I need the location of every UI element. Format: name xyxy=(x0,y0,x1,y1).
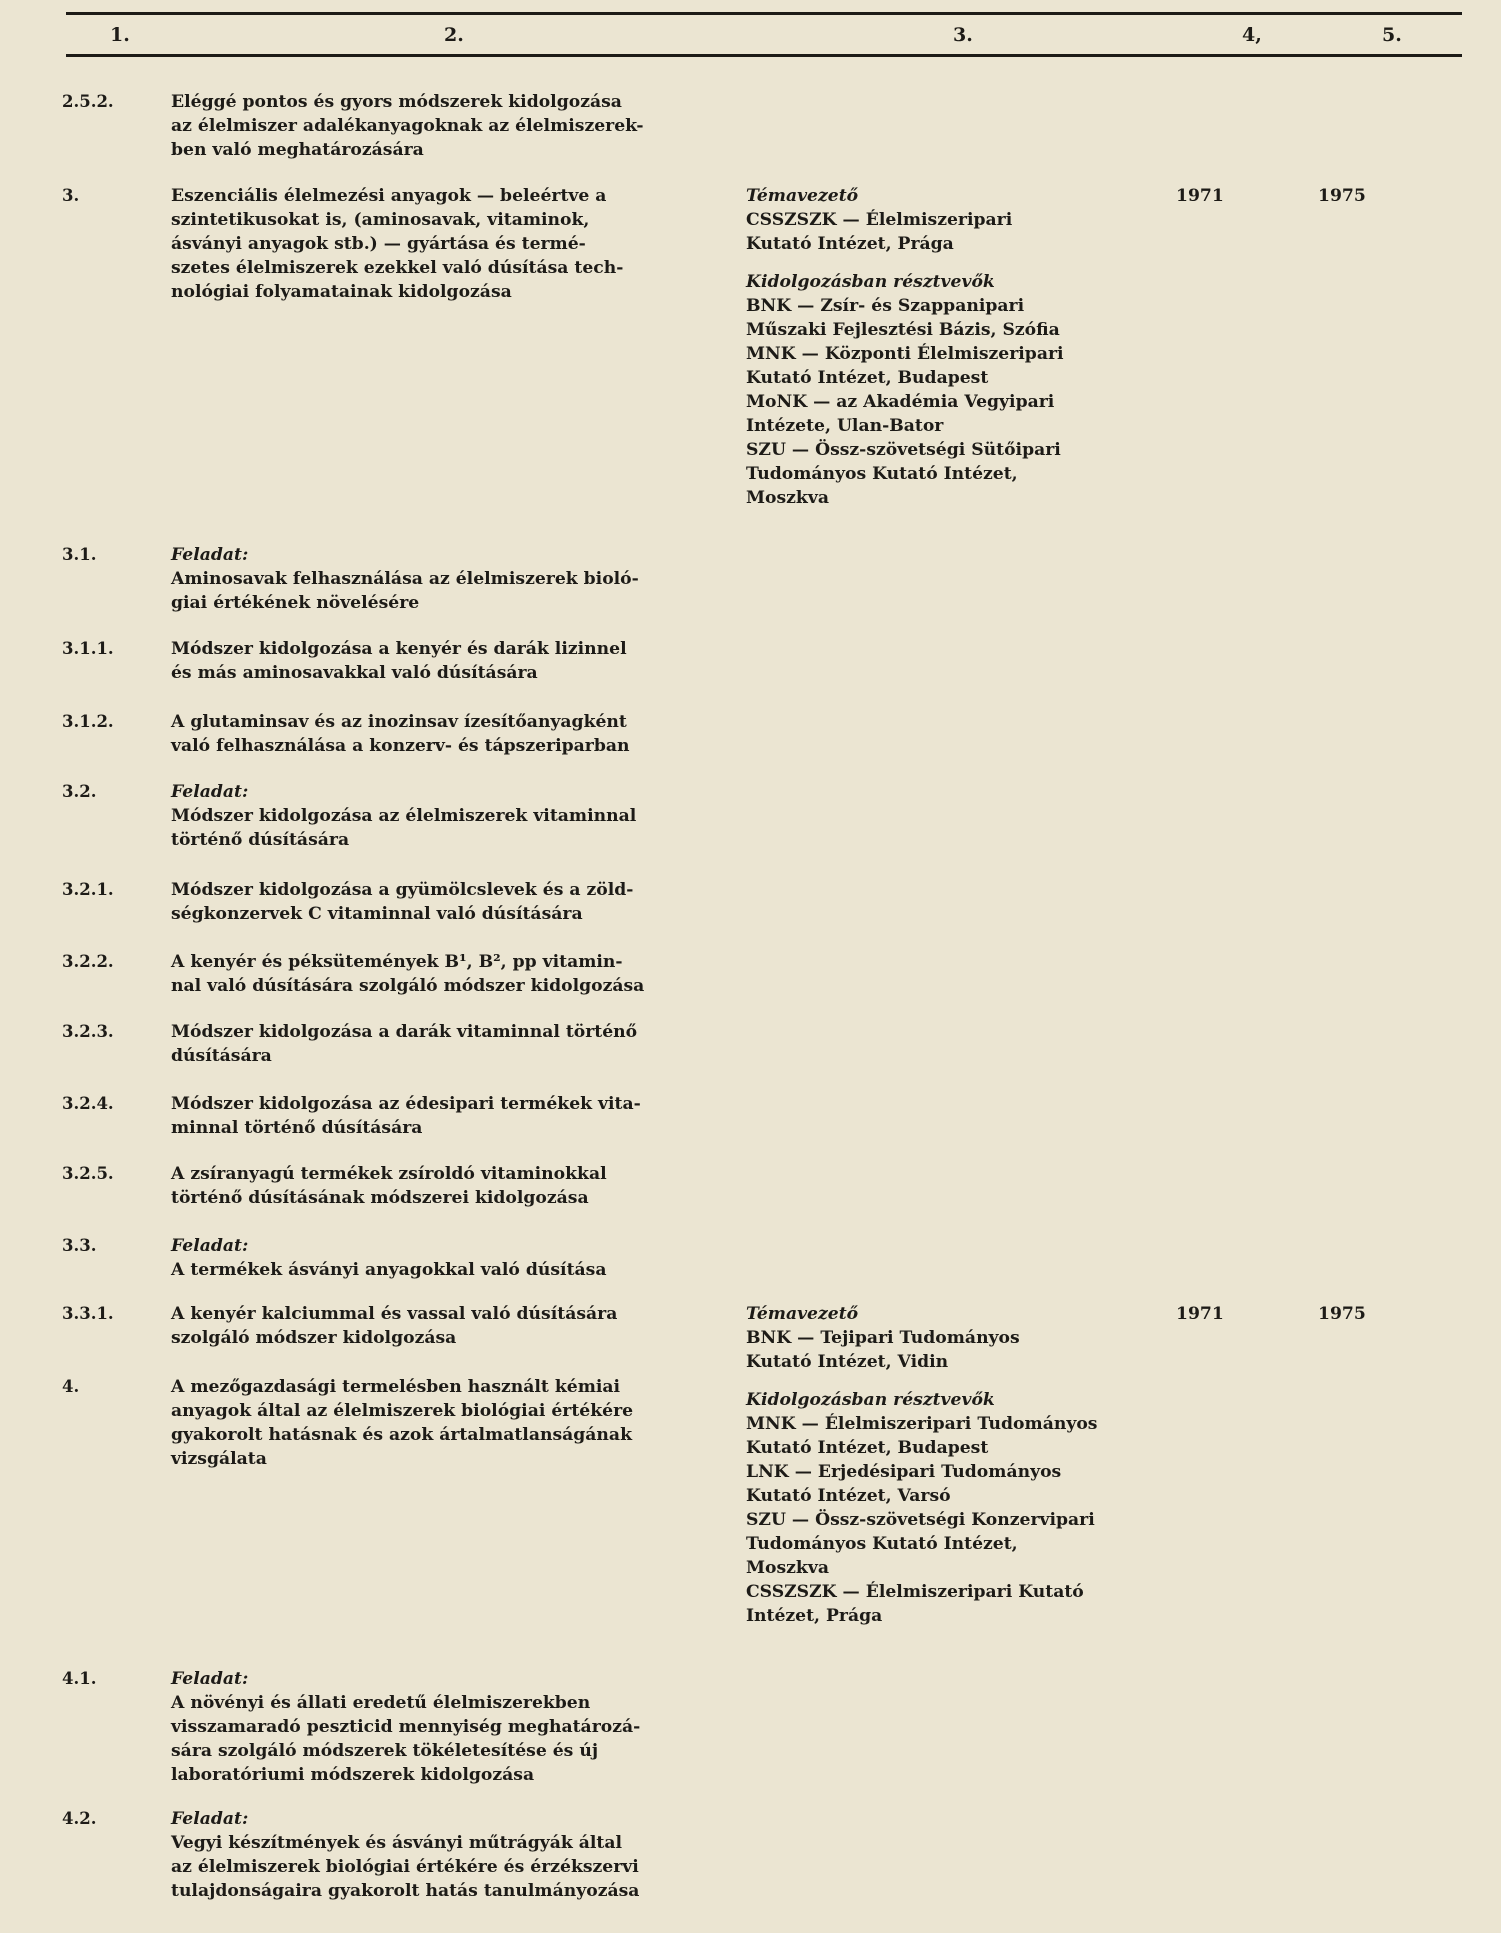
spacer xyxy=(746,1374,1166,1388)
description-line: való felhasználása a konzerv- és tápszeriparban xyxy=(171,736,630,756)
item-number: 3.1.2. xyxy=(62,712,114,731)
participant-line: Moszkva xyxy=(746,488,829,508)
participant-line: Tudományos Kutató Intézet, xyxy=(746,464,1018,484)
item-number: 3.1. xyxy=(62,545,97,564)
item-number: 3.2.4. xyxy=(62,1094,114,1113)
description-line: vizsgálata xyxy=(171,1449,267,1469)
participant-line: SZU — Össz-szövetségi Konzervipari xyxy=(746,1510,1095,1530)
participant-line: SZU — Össz-szövetségi Sütőipari xyxy=(746,440,1061,460)
item-description xyxy=(171,1020,716,1068)
description-line: és más aminosavakkal való dúsítására xyxy=(171,663,538,683)
participant-line: BNK — Zsír- és Szappanipari xyxy=(746,296,1025,316)
description-line: minnal történő dúsítására xyxy=(171,1118,423,1138)
column-header-3: 3. xyxy=(953,24,973,46)
description-line: ségkonzervek C vitaminnal való dúsítására xyxy=(171,904,583,924)
item-description xyxy=(171,90,716,162)
item-number: 4. xyxy=(62,1377,80,1396)
description-line: gyakorolt hatásnak és azok ártalmatlanságának xyxy=(171,1425,632,1445)
description-line: Aminosavak felhasználása az élelmiszerek bioló- xyxy=(171,569,639,589)
description-line: visszamaradó peszticid mennyiség meghatározá- xyxy=(171,1717,641,1737)
start-year: 1971 xyxy=(1176,186,1224,206)
participant-line: MoNK — az Akadémia Vegyipari xyxy=(746,392,1055,412)
item-description xyxy=(171,1234,716,1282)
item-description xyxy=(171,1092,716,1140)
item-description xyxy=(171,1162,716,1210)
description-line: Módszer kidolgozása a darák vitaminnal történő xyxy=(171,1022,638,1042)
leader-line: BNK — Tejipari Tudományos xyxy=(746,1328,1020,1348)
item-number: 3.2. xyxy=(62,782,97,801)
description-line: laboratóriumi módszerek kidolgozása xyxy=(171,1765,535,1785)
description-line: ben való meghatározására xyxy=(171,140,424,160)
participant-line: Kutató Intézet, Budapest xyxy=(746,368,989,388)
item-number: 4.1. xyxy=(62,1669,97,1688)
table-header-rule xyxy=(66,54,1462,57)
description-line: Eléggé pontos és gyors módszerek kidolgozása xyxy=(171,92,622,112)
participant-line: Intézete, Ulan-Bator xyxy=(746,416,944,436)
column-header-1: 1. xyxy=(110,24,130,46)
description-line: az élelmiszerek biológiai értékére és érzékszervi xyxy=(171,1857,639,1877)
item-number: 3.3. xyxy=(62,1236,97,1255)
description-line: történő dúsítására xyxy=(171,830,350,850)
task-label: Feladat: xyxy=(171,1236,249,1256)
description-line: A glutaminsav és az inozinsav ízesítőanyagként xyxy=(171,712,627,732)
item-number: 3.2.3. xyxy=(62,1022,114,1041)
column-header-2: 2. xyxy=(444,24,464,46)
participant-line: Tudományos Kutató Intézet, xyxy=(746,1534,1018,1554)
description-line: A kenyér kalciummal és vassal való dúsítására xyxy=(171,1304,618,1324)
column-header-5: 5. xyxy=(1382,24,1402,46)
description-line: szolgáló módszer kidolgozása xyxy=(171,1328,457,1348)
description-line: nológiai folyamatainak kidolgozása xyxy=(171,282,512,302)
item-description xyxy=(171,1375,716,1471)
description-line: Módszer kidolgozása a gyümölcslevek és a zöld- xyxy=(171,880,634,900)
task-label: Feladat: xyxy=(171,782,249,802)
participants-label: Kidolgozásban résztvevők xyxy=(746,272,995,292)
participant-line: MNK — Élelmiszeripari Tudományos xyxy=(746,1414,1098,1434)
table-top-rule xyxy=(66,12,1462,15)
description-line: A mezőgazdasági termelésben használt kémiai xyxy=(171,1377,621,1397)
description-line: sára szolgáló módszerek tökéletesítése és új xyxy=(171,1741,599,1761)
description-line: A termékek ásványi anyagokkal való dúsítása xyxy=(171,1260,607,1280)
item-description xyxy=(171,878,716,926)
description-line: nal való dúsítására szolgáló módszer kidolgozása xyxy=(171,976,645,996)
description-line: Módszer kidolgozása az élelmiszerek vitaminnal xyxy=(171,806,637,826)
item-number: 3.2.1. xyxy=(62,880,114,899)
description-line: giai értékének növelésére xyxy=(171,593,420,613)
item-description xyxy=(171,710,716,758)
task-label: Feladat: xyxy=(171,1669,249,1689)
responsible-institutions xyxy=(746,1302,1166,1628)
leader-label: Témavezető xyxy=(746,186,859,206)
item-number: 4.2. xyxy=(62,1809,97,1828)
column-header-4: 4, xyxy=(1242,24,1262,46)
item-description xyxy=(171,1807,716,1903)
participant-line: LNK — Erjedésipari Tudományos xyxy=(746,1462,1062,1482)
spacer xyxy=(746,256,1166,270)
item-description xyxy=(171,184,716,304)
item-number: 3.3.1. xyxy=(62,1304,114,1323)
start-year: 1971 xyxy=(1176,1304,1224,1324)
item-number: 3.2.2. xyxy=(62,952,114,971)
leader-line: CSSZSZK — Élelmiszeripari xyxy=(746,210,1013,230)
item-description xyxy=(171,780,716,852)
description-line: Eszenciális élelmezési anyagok — beleértve a xyxy=(171,186,607,206)
description-line: Módszer kidolgozása a kenyér és darák lizinnel xyxy=(171,639,627,659)
item-number: 3.2.5. xyxy=(62,1164,114,1183)
participants-label: Kidolgozásban résztvevők xyxy=(746,1390,995,1410)
participant-line: Műszaki Fejlesztési Bázis, Szófia xyxy=(746,320,1060,340)
item-description xyxy=(171,543,716,615)
description-line: dúsítására xyxy=(171,1046,272,1066)
item-number: 3.1.1. xyxy=(62,639,114,658)
item-number: 2.5.2. xyxy=(62,92,114,111)
description-line: történő dúsításának módszerei kidolgozása xyxy=(171,1188,589,1208)
description-line: A zsíranyagú termékek zsíroldó vitaminokkal xyxy=(171,1164,607,1184)
participant-line: CSSZSZK — Élelmiszeripari Kutató xyxy=(746,1582,1084,1602)
participant-line: Moszkva xyxy=(746,1558,829,1578)
task-label: Feladat: xyxy=(171,1809,249,1829)
responsible-institutions xyxy=(746,184,1166,510)
leader-line: Kutató Intézet, Prága xyxy=(746,234,954,254)
description-line: szintetikusokat is, (aminosavak, vitaminok, xyxy=(171,210,590,230)
description-line: ásványi anyagok stb.) — gyártása és termé- xyxy=(171,234,586,254)
description-line: Vegyi készítmények és ásványi műtrágyák által xyxy=(171,1833,623,1853)
participant-line: Kutató Intézet, Budapest xyxy=(746,1438,989,1458)
description-line: Módszer kidolgozása az édesipari termékek vita- xyxy=(171,1094,641,1114)
item-description xyxy=(171,950,716,998)
end-year: 1975 xyxy=(1318,186,1366,206)
item-description xyxy=(171,1667,716,1787)
description-line: A kenyér és péksütemények B¹, B², pp vitamin- xyxy=(171,952,623,972)
participant-line: Kutató Intézet, Varsó xyxy=(746,1486,951,1506)
task-label: Feladat: xyxy=(171,545,249,565)
end-year: 1975 xyxy=(1318,1304,1366,1324)
description-line: anyagok által az élelmiszerek biológiai értékére xyxy=(171,1401,634,1421)
description-line: szetes élelmiszerek ezekkel való dúsítása tech- xyxy=(171,258,624,278)
description-line: A növényi és állati eredetű élelmiszerekben xyxy=(171,1693,591,1713)
item-number: 3. xyxy=(62,186,80,205)
participant-line: Intézet, Prága xyxy=(746,1606,883,1626)
participant-line: MNK — Központi Élelmiszeripari xyxy=(746,344,1064,364)
item-description xyxy=(171,637,716,685)
description-line: az élelmiszer adalékanyagoknak az élelmiszerek- xyxy=(171,116,644,136)
description-line: tulajdonságaira gyakorolt hatás tanulmányozása xyxy=(171,1881,640,1901)
item-description xyxy=(171,1302,716,1350)
leader-label: Témavezető xyxy=(746,1304,859,1324)
leader-line: Kutató Intézet, Vidin xyxy=(746,1352,949,1372)
